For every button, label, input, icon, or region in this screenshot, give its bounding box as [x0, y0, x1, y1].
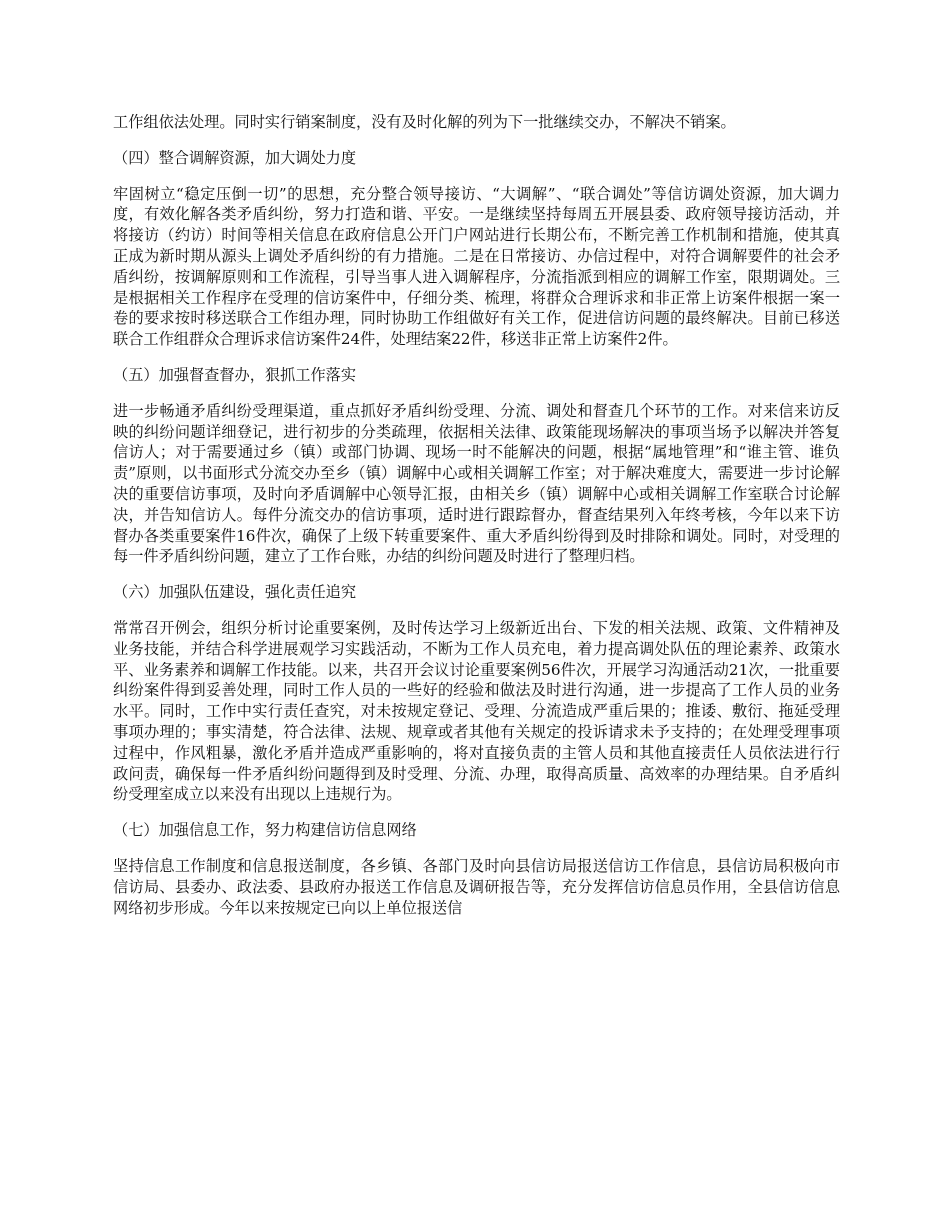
paragraph-continuation: 工作组依法处理。同时实行销案制度，没有及时化解的列为下一批继续交办，不解决不销案。 — [113, 113, 736, 131]
document-page — [113, 112, 840, 933]
paragraph-team-building: 常常召开例会，组织分析讨论重要案例，及时传达学习上级新近出台、下发的相关法规、政策、文件精神及业务技能，并结合科学进展观学习实践活动，不断为工作人员充电，着力提高调处队伍的理论素养、政策水平、业务素养和调解工作技能。以来，共召开会议讨论重要案例56件次，开展学习沟通活动21次，一批重要纠纷案件得到妥善处理，同时工作人员的一些好的经验和做法及时进行沟通，进一步提高了工作人员的业务水平。同时，工作中实行责任查究，对未按规定登记、受理、分流造成严重后果的；推诿、敷衍、拖延受理事项办理的；事实清楚，符合法律、法规、规章或者其他有关规定的投诉请求未予支持的；在处理受理事项过程中，作风粗暴，激化矛盾并造成严重影响的，将对直接负责的主管人员和其他直接责任人员依法进行行政问责，确保每一件矛盾纠纷问题得到及时受理、分流、办理，取得高质量、高效率的办理结果。自矛盾纠纷受理室成立以来没有出现以上违规行为。 — [113, 618, 840, 804]
section-heading-7: （七）加强信息工作，努力构建信访信息网络 — [113, 821, 417, 840]
paragraph-mediation-resources: 牢固树立“稳定压倒一切”的思想，充分整合领导接访、“大调解”、“联合调处”等信访调处资源，加大调力度，有效化解各类矛盾纠纷，努力打造和谐、平安。一是继续坚持每周五开展县委、政府领导接访活动，并将接访（约访）时间等相关信息在政府信息公开门户网站进行长期公布，不断完善工作机制和措施，使其真正成为新时期从源头上调处矛盾纠纷的有力措施。二是在日常接访、办信过程中，对符合调解要件的社会矛盾纠纷，按调解原则和工作流程，引导当事人进入调解程序，分流指派到相应的调解工作室，限期调处。三是根据相关工作程序在受理的信访案件中，仔细分类、梳理，将群众合理诉求和非正常上访案件根据一案一卷的要求按时移送联合工作组办理，同时协助工作组做好有关工作，促进信访问题的最终解决。目前已移送联合工作组群众合理诉求信访案件24件，处理结案22件，移送非正常上访案件2件。 — [113, 184, 840, 349]
section-heading-4: （四）整合调解资源，加大调处力度 — [113, 148, 356, 167]
paragraph-supervision: 进一步畅通矛盾纠纷受理渠道，重点抓好矛盾纠纷受理、分流、调处和督查几个环节的工作。对来信来访反映的纠纷问题详细登记，进行初步的分类疏理，依据相关法律、政策能现场解决的事项当场予以解决并答复信访人；对于需要通过乡（镇）或部门协调、现场一时不能解决的问题，根据“属地管理”和“谁主管、谁负责”原则，以书面形式分流交办至乡（镇）调解中心或相关调解工作室；对于解决难度大，需要进一步讨论解决的重要信访事项，及时向矛盾调解中心领导汇报，由相关乡（镇）调解中心或相关调解工作室联合讨论解决，并告知信访人。每件分流交办的信访事项，适时进行跟踪督办，督查结果列入年终考核，今年以来下访督办各类重要案件16件次，确保了上级下转重要案件、重大矛盾纠纷得到及时排除和调处。同时，对受理的每一件矛盾纠纷问题，建立了工作台账，办结的纠纷问题及时进行了整理归档。 — [113, 401, 840, 566]
section-heading-6: （六）加强队伍建设，强化责任追究 — [113, 583, 356, 602]
paragraph-information-work: 坚持信息工作制度和信息报送制度，各乡镇、各部门及时向县信访局报送信访工作信息，县信访局积极向市信访局、县委办、政法委、县政府办报送工作信息及调研报告等，充分发挥信访信息员作用，全县信访信息网络初步形成。今年以来按规定已向以上单位报送信 — [113, 856, 840, 917]
section-heading-5: （五）加强督查督办，狠抓工作落实 — [113, 365, 356, 384]
